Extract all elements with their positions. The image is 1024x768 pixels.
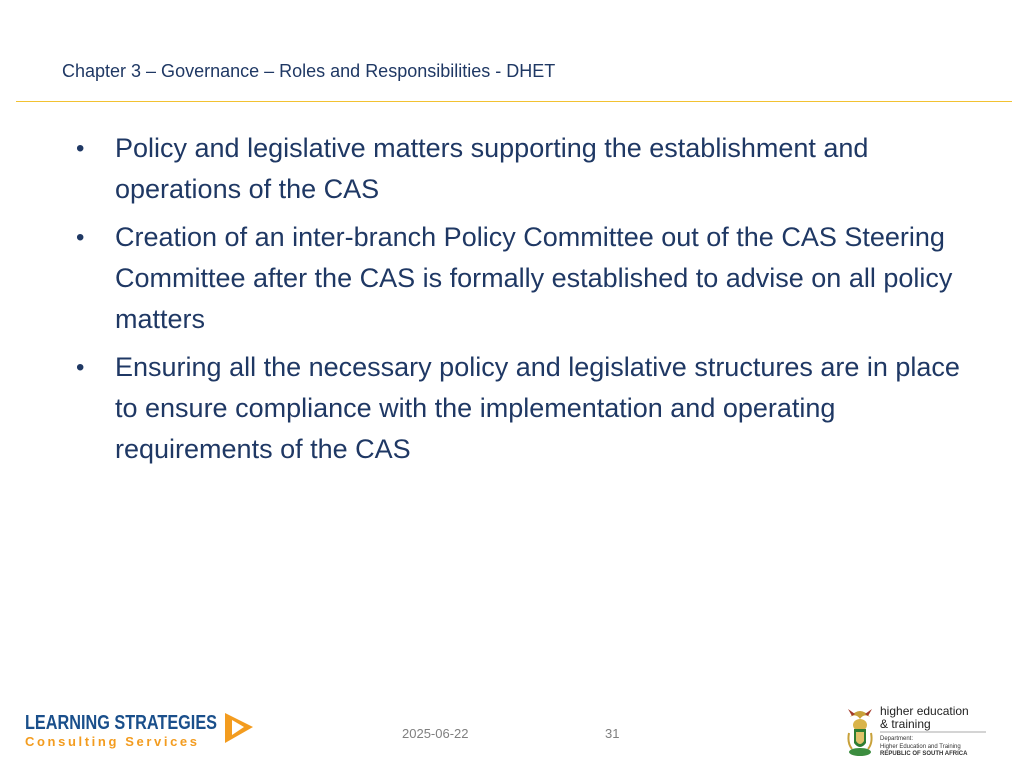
page-number: 31 (605, 726, 620, 741)
title-divider (16, 101, 1012, 102)
bullet-text: Policy and legislative matters supporting the establishment and operations of the CAS (115, 133, 869, 204)
learning-strategies-logo (25, 709, 265, 749)
bullet-dot-icon: • (76, 354, 85, 381)
bullet-item (76, 217, 976, 340)
bullet-list (76, 128, 976, 477)
logo-right-line2: & training (880, 717, 931, 731)
bullet-item (76, 128, 976, 210)
bullet-dot-icon: • (76, 224, 85, 251)
logo-right-line5: REPUBLIC OF SOUTH AFRICA (880, 751, 968, 757)
bullet-text: Creation of an inter-branch Policy Committee out of the CAS Steering Committee after the CAS is formally established to advise on all policy matters (115, 222, 953, 334)
bullet-item (76, 347, 976, 470)
logo-right-line1: higher education (880, 704, 969, 718)
logo-right-line4: Higher Education and Training (880, 744, 961, 750)
logo-left-line1: LEARNING STRATEGIES (25, 712, 217, 734)
bullet-dot-icon: • (76, 135, 85, 162)
footer-date: 2025-06-22 (402, 726, 469, 741)
dhet-logo (846, 703, 992, 761)
play-arrow-icon (225, 713, 253, 743)
coat-of-arms-icon (848, 709, 872, 756)
slide-title: Chapter 3 – Governance – Roles and Responsibilities - DHET (62, 61, 556, 81)
logo-left-line2: Consulting Services (25, 734, 197, 749)
bullet-text: Ensuring all the necessary policy and legislative structures are in place to ensure compliance with the implementation and operating requirements of the CAS (115, 352, 960, 464)
logo-right-line3: Department: (880, 736, 914, 742)
